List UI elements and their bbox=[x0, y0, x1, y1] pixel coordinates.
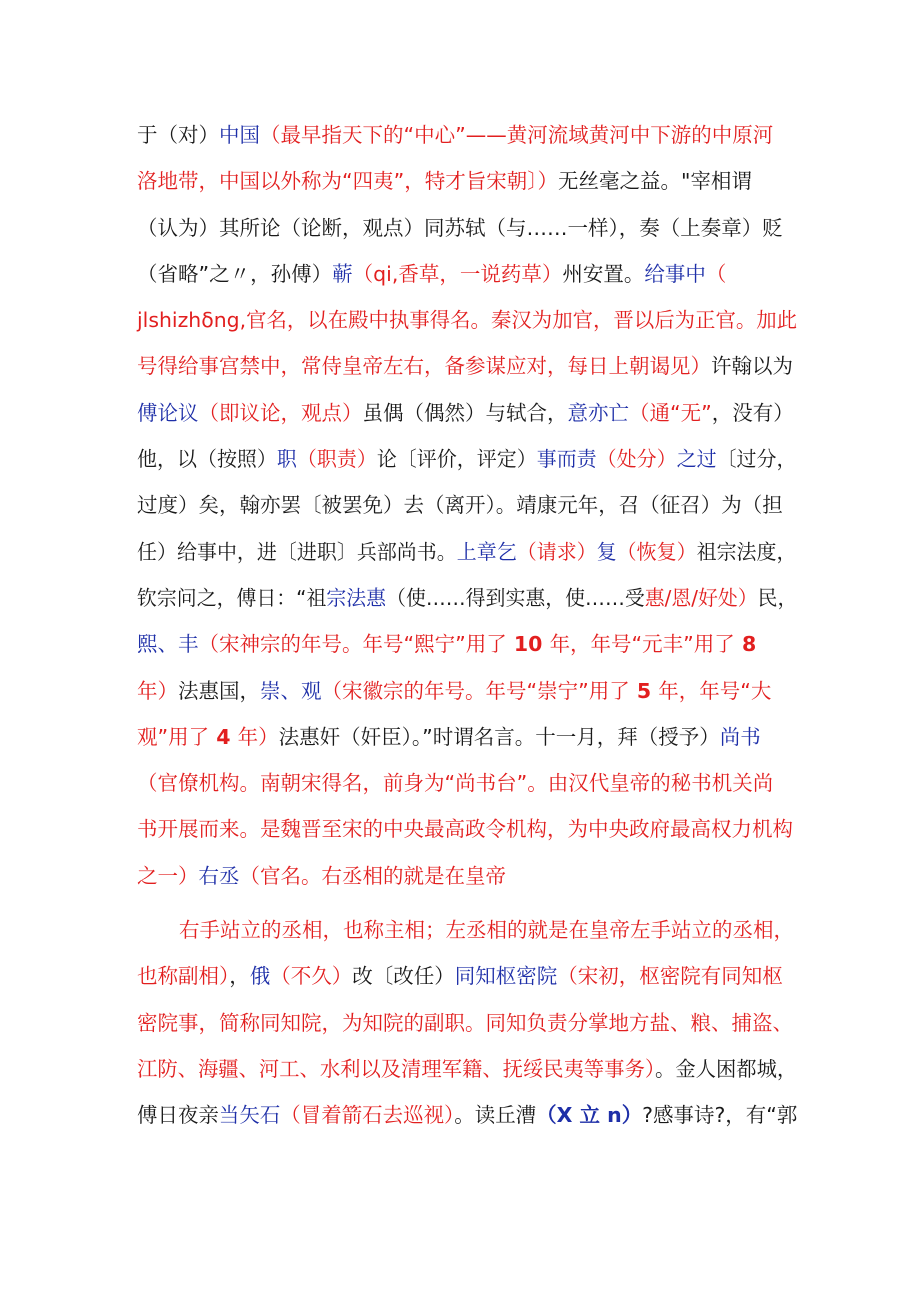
text-segment: 4 bbox=[209, 724, 238, 749]
text-segment: 中国 bbox=[219, 123, 260, 147]
text-segment: 民， bbox=[757, 585, 798, 610]
text-line bbox=[137, 575, 798, 621]
text-segment: 无丝毫之益。"宰相谓 bbox=[558, 169, 752, 194]
text-line bbox=[137, 205, 797, 251]
text-segment: 惠/恩/好处） bbox=[644, 585, 758, 610]
text-segment: 他，以（按照） bbox=[137, 447, 277, 472]
text-line bbox=[137, 436, 797, 482]
text-segment: 同知枢密院 bbox=[454, 964, 558, 989]
text-segment: 论〔评价，评定） bbox=[376, 447, 537, 472]
text-segment: 年） bbox=[237, 724, 279, 749]
text-segment: 年，年号“元丰”用了 bbox=[549, 632, 735, 657]
text-line bbox=[137, 482, 797, 528]
text-segment: （X 立 n） bbox=[536, 1103, 643, 1128]
text-segment: （最早指天下的“中心”——黄河流域黄河中下游的中原河 bbox=[260, 123, 774, 147]
text-segment: 事而责 bbox=[536, 447, 597, 472]
text-segment: 也称副相） bbox=[137, 964, 230, 989]
text-segment: 于（对） bbox=[137, 123, 219, 147]
text-segment: 年，年号“大 bbox=[658, 678, 772, 703]
text-segment: 上章乞 bbox=[456, 539, 517, 564]
text-line bbox=[137, 112, 797, 158]
text-segment: 8 bbox=[734, 632, 757, 657]
text-segment: （官僚机构。南朝宋得名，前身为“尚书台”。由汉代皇帝的秘书机关尚 bbox=[137, 771, 774, 796]
text-line bbox=[137, 343, 797, 389]
text-segment: 蕲 bbox=[332, 261, 353, 286]
text-segment: 改〔改任） bbox=[352, 964, 455, 989]
text-line bbox=[137, 297, 798, 343]
text-segment: （官名。右丞相的就是在皇帝 bbox=[239, 863, 506, 888]
text-line bbox=[137, 806, 797, 852]
text-segment: （通“无” bbox=[629, 400, 712, 425]
text-segment: （职责） bbox=[296, 447, 377, 472]
text-segment: （宋神宗的年号。年号“熙宁”用了 bbox=[198, 632, 507, 657]
text-line bbox=[137, 853, 797, 899]
text-segment: 密院事，简称同知院，为知院的副职。同知负责分掌地方盐、粮、捕盗、 bbox=[137, 1010, 793, 1035]
text-segment: （宋徽宗的年号。年号“崇宁”用了 bbox=[321, 678, 630, 703]
text-segment: （冒着箭石去巡视） bbox=[280, 1103, 455, 1128]
text-segment: （不久） bbox=[270, 964, 353, 989]
text-line bbox=[137, 1000, 797, 1046]
text-segment: 意亦亡 bbox=[567, 400, 629, 425]
text-segment: jlshizhδng,官名，以在殿中执事得名。秦汉为加官，晋以后为正官。加此 bbox=[137, 308, 798, 333]
text-segment: 江防、海疆、河工、水利以及清理军籍、抚绥民夷等事务） bbox=[137, 1056, 656, 1081]
text-segment: 任）给事中，进〔进职〕兵部尚书。 bbox=[137, 539, 457, 564]
text-segment: ， bbox=[229, 964, 250, 989]
text-segment: （认为）其所论（论断，观点）同苏轼（与……一样），奏（上奏章）贬 bbox=[137, 215, 783, 240]
text-segment: 洛地带，中国以外称为“四夷”，特才旨宋朝〕） bbox=[137, 169, 558, 194]
text-line bbox=[137, 760, 797, 806]
text-segment: 〔过分， bbox=[716, 447, 797, 472]
text-segment: （处分） bbox=[596, 447, 677, 472]
text-segment: 虽偶（偶然）与轼合， bbox=[362, 400, 568, 425]
text-segment: 复 bbox=[596, 539, 617, 564]
text-segment: 钦宗问之，傅日：“祖 bbox=[137, 585, 327, 610]
text-line bbox=[137, 390, 797, 436]
text-segment: 许翰以为 bbox=[711, 354, 793, 379]
text-line bbox=[137, 621, 797, 667]
text-segment: 宗法惠 bbox=[326, 585, 387, 610]
text-line bbox=[137, 907, 797, 953]
text-segment: ?感事诗?，有“郭 bbox=[642, 1103, 798, 1128]
text-segment: 熙、丰 bbox=[137, 632, 199, 657]
text-segment: 州安置。 bbox=[562, 261, 645, 286]
text-segment: 职 bbox=[276, 447, 297, 472]
text-segment: 号得给事宫禁中，常侍皇帝左右，备参谋应对，每日上朝谒见） bbox=[137, 354, 711, 379]
text-line bbox=[137, 251, 797, 297]
text-segment: 。读丘漕 bbox=[454, 1103, 537, 1128]
text-line bbox=[137, 529, 797, 575]
text-segment: 年） bbox=[137, 678, 178, 703]
text-segment: 给事中 bbox=[644, 261, 706, 286]
text-segment: 当矢石 bbox=[218, 1103, 281, 1128]
text-segment: 傅日夜亲 bbox=[137, 1103, 219, 1128]
text-segment: 。金人困都城， bbox=[655, 1056, 798, 1081]
text-segment: （ bbox=[705, 261, 727, 286]
text-line bbox=[137, 714, 797, 760]
text-segment: 法惠奸（奸臣）。”时谓名言。十一月，拜（授予） bbox=[278, 724, 720, 749]
text-segment: 崇、观 bbox=[260, 678, 322, 703]
paragraph-gap bbox=[137, 899, 797, 907]
text-segment: （使……得到实惠，使……受 bbox=[386, 585, 645, 610]
text-segment: （宋初，枢密院有同知枢 bbox=[557, 964, 783, 989]
text-segment: （请求） bbox=[516, 539, 597, 564]
text-segment: 俄 bbox=[249, 964, 271, 989]
text-segment: 过度）矣，翰亦罢〔被罢免）去（离开）。靖康元年，召（征召）为（担 bbox=[137, 493, 783, 518]
text-line bbox=[137, 158, 797, 204]
text-segment: 之一） bbox=[137, 863, 199, 888]
text-line bbox=[137, 668, 797, 714]
text-segment: 法惠国， bbox=[178, 678, 260, 703]
text-segment: 尚书 bbox=[719, 724, 761, 749]
text-segment: ，没有） bbox=[711, 400, 794, 425]
text-segment: 书开展而来。是魏晋至宋的中央最高政令机构，为中央政府最高权力机构 bbox=[137, 817, 793, 842]
text-line bbox=[137, 1092, 796, 1138]
text-segment: 10 bbox=[506, 632, 550, 657]
text-line bbox=[137, 1046, 798, 1092]
text-segment: （即议论，观点） bbox=[198, 400, 363, 425]
text-segment: 之过 bbox=[676, 447, 717, 472]
text-segment: （恢复） bbox=[616, 539, 697, 564]
text-segment: 祖宗法度， bbox=[696, 539, 797, 564]
text-segment: （省略”之〃，孙傅） bbox=[137, 261, 333, 286]
text-segment: （qi,香草，一说药草） bbox=[352, 261, 563, 286]
document-text bbox=[137, 112, 797, 1139]
text-segment: 5 bbox=[629, 678, 659, 703]
text-segment: 傅论议 bbox=[137, 400, 199, 425]
text-segment: 右手站立的丞相，也称主相；左丞相的就是在皇帝左手站立的丞相， bbox=[179, 918, 794, 943]
text-segment: 右丞 bbox=[198, 863, 240, 888]
text-segment: 观”用了 bbox=[137, 724, 210, 749]
text-line bbox=[137, 953, 797, 999]
